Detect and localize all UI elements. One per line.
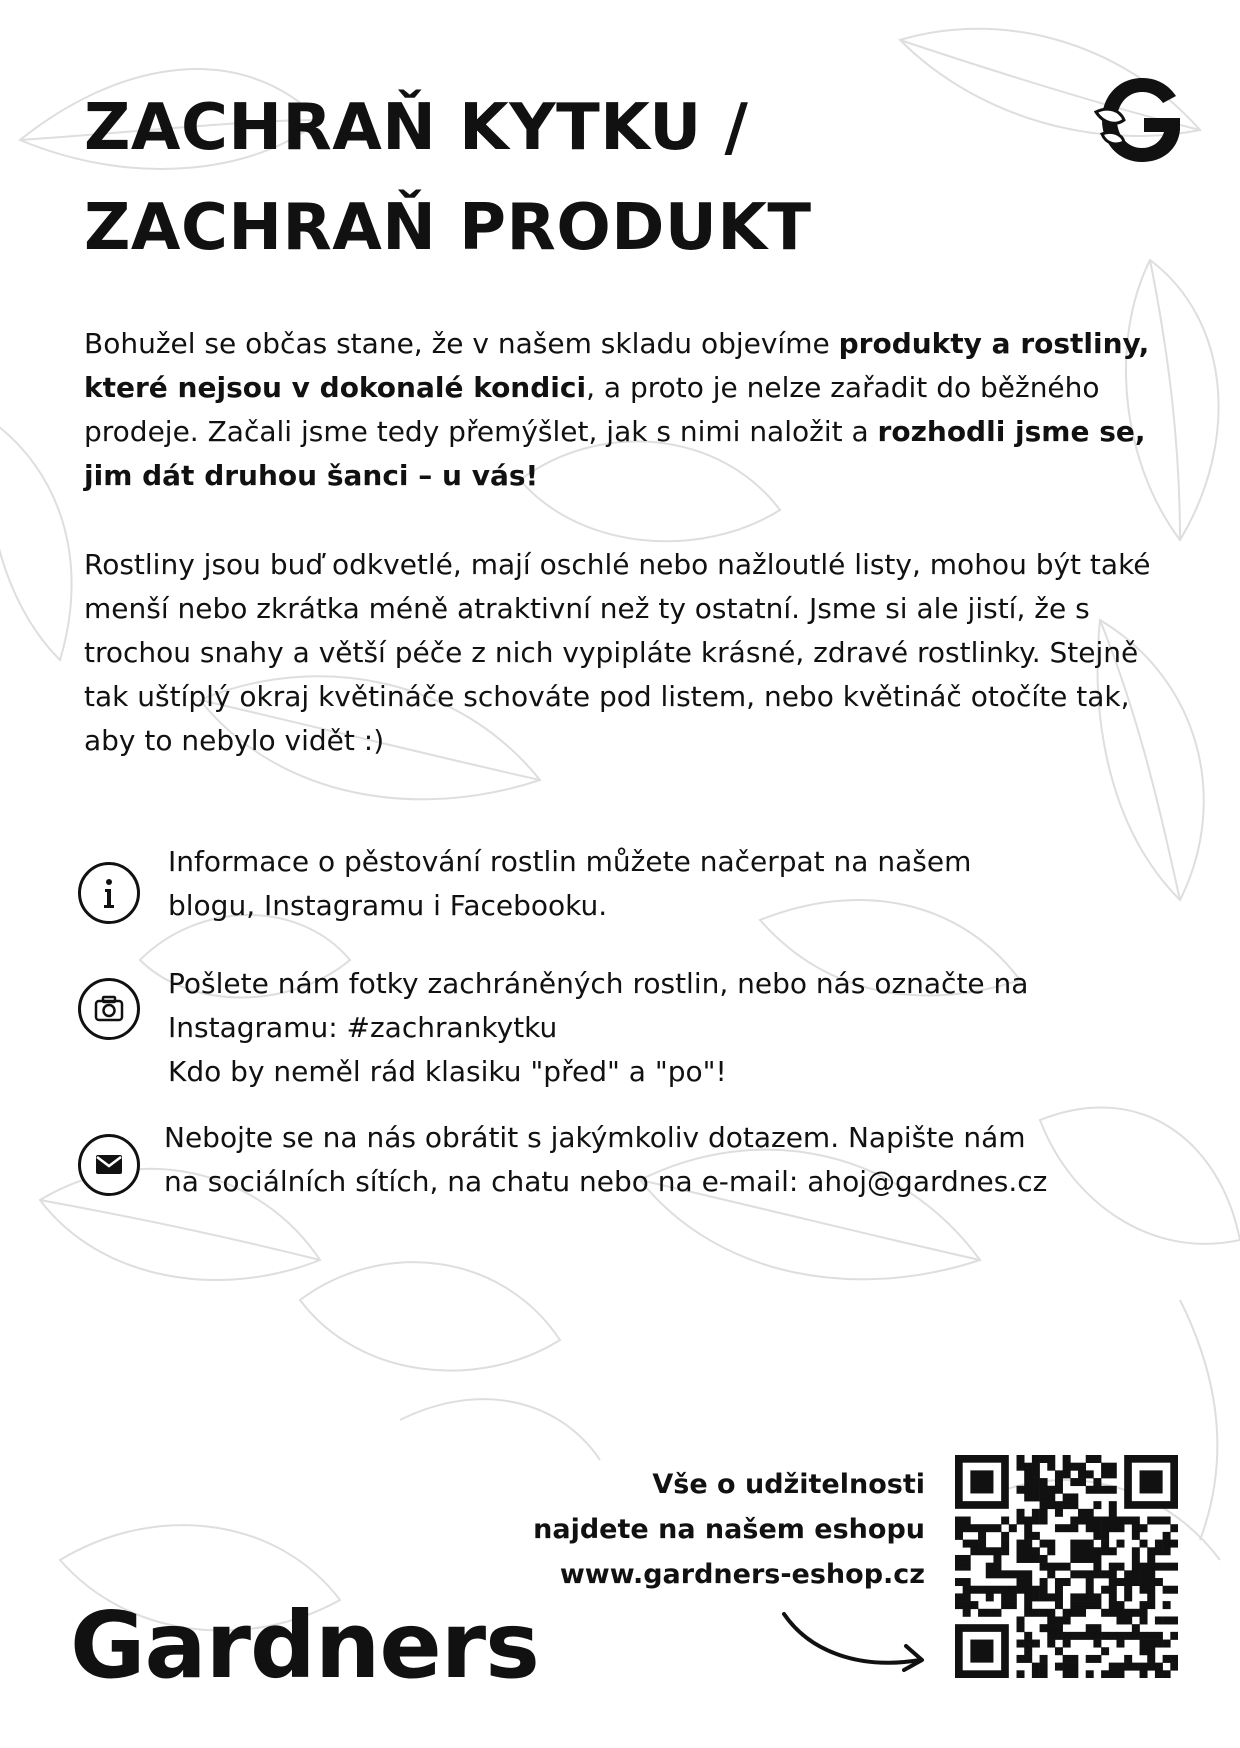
arrow-icon bbox=[780, 1608, 940, 1678]
intro-emphasis-1: produkty a rostliny, které nejsou v dokonalé kondici bbox=[84, 327, 1150, 404]
eshop-link[interactable]: www.gardners-eshop.cz bbox=[559, 1559, 925, 1590]
title-line-1: ZACHRAŇ KYTKU / bbox=[84, 91, 749, 165]
body-paragraph: Rostliny jsou buď odkvetlé, mají oschlé nebo nažloutlé listy, mohou být také menší nebo zkrátka méně atraktivní než ty ostatní. Jsme si ale jistí, že s trochou snahy a větší péče z nich vypipláte krásné, zdravé rostlinky. Stejně tak uštíplý okraj květináče schováte pod listem, nebo květináč otočíte tak, aby to nebylo vidět :) bbox=[84, 548, 1151, 757]
title-line-2: ZACHRAŇ PRODUKT bbox=[84, 191, 812, 265]
intro-paragraph: Bohužel se občas stane, že v našem skladu objevíme produkty a rostliny, které nejsou v dokonalé kondici, a proto je nelze zařadit do běžného prodeje. Začali jsme tedy přemýšlet, jak s nimi naložit a rozhodli jsme se, jim dát druhou šanci – u vás! bbox=[84, 327, 1150, 492]
gardners-g-logo bbox=[1092, 72, 1192, 168]
intro-emphasis-2: rozhodli jsme se, jim dát druhou šanci – u vás! bbox=[84, 415, 1146, 492]
eshop-callout bbox=[533, 1462, 925, 1597]
gardners-wordmark: Gardners bbox=[70, 1592, 539, 1699]
info-text-contact: Nebojte se na nás obrátit s jakýmkoliv dotazem. Napište nám na sociálních sítích, na chatu nebo na e-mail: ahoj@gardnes.cz bbox=[164, 1121, 1048, 1198]
mail-icon bbox=[78, 1134, 140, 1196]
qr-code[interactable] bbox=[955, 1455, 1178, 1678]
page-title bbox=[84, 78, 812, 278]
info-icon bbox=[78, 862, 140, 924]
info-text-blog: Informace o pěstování rostlin můžete načerpat na našem blogu, Instagramu i Facebooku. bbox=[168, 845, 972, 922]
cta-line-1: Vše o udžitelnosti bbox=[652, 1469, 925, 1500]
cta-line-2: najdete na našem eshopu bbox=[533, 1514, 925, 1545]
camera-icon bbox=[78, 978, 140, 1040]
info-text-instagram: Pošlete nám fotky zachráněných rostlin, nebo nás označte na Instagramu: #zachrankytku Kdo by neměl rád klasiku "před" a "po"! bbox=[168, 967, 1029, 1088]
